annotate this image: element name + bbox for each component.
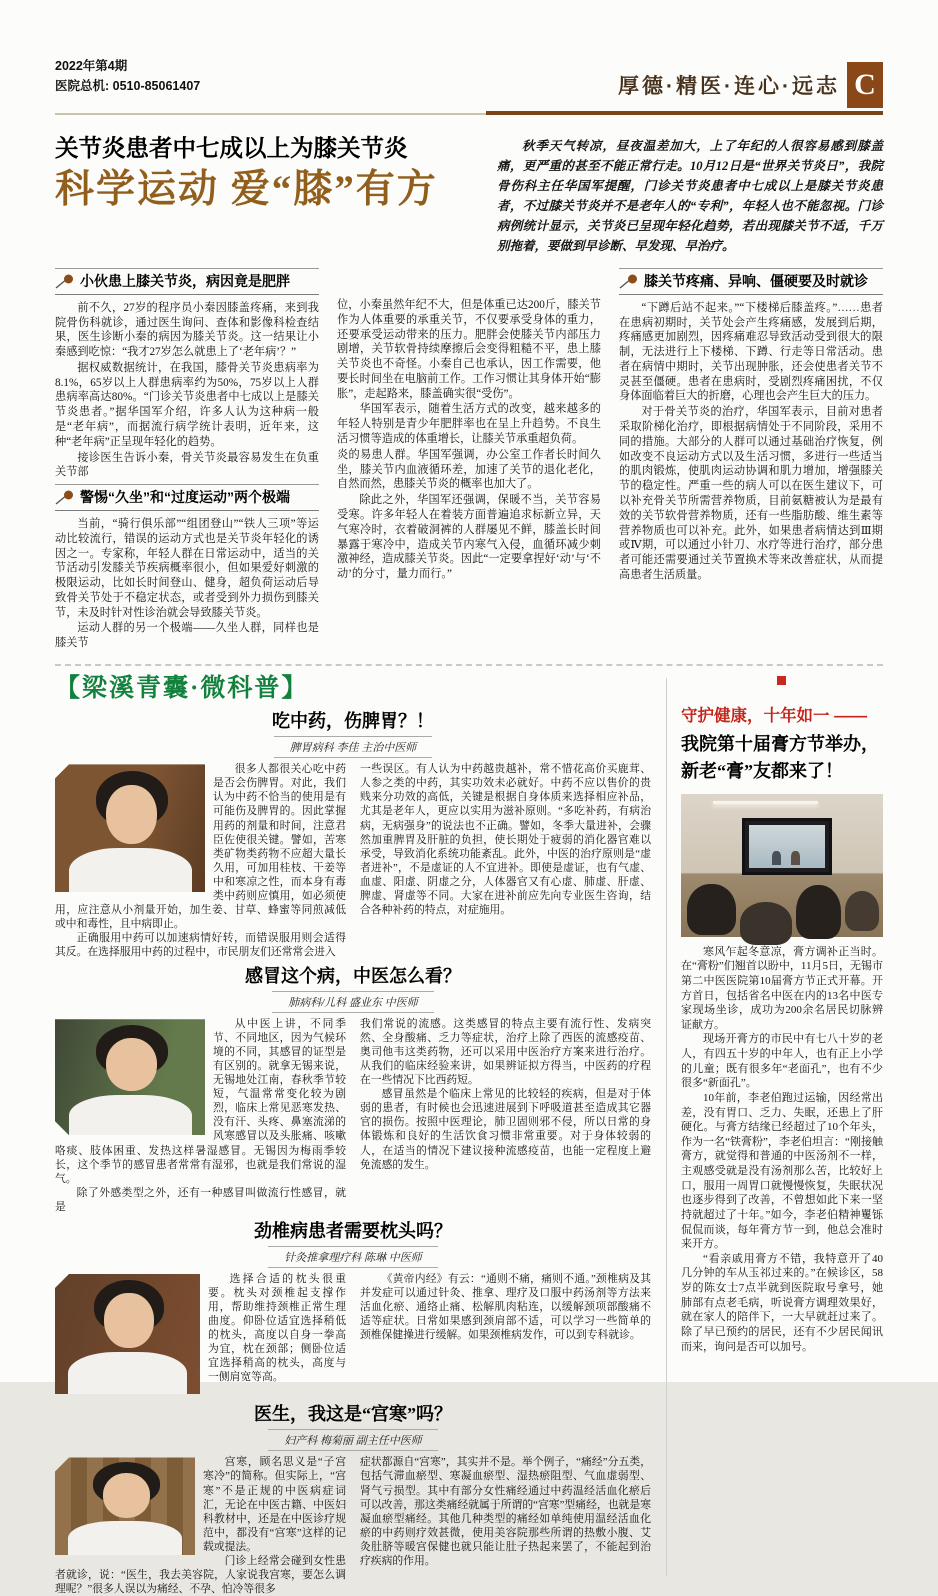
article-title: 感冒这个病，中医怎么看？	[245, 965, 461, 986]
rule-right	[486, 111, 883, 115]
article-column-right	[360, 1017, 651, 1213]
paragraph: “下蹲后站不起来。”“下楼梯后膝盖疼。”……患者在患病初期时，关节处会产生疼痛感，发展到后期，疼痛感更加剧烈，因疼痛难忍导致活动受到很大的限制，无法进行上下楼梯、下蹲、行走等日常活动。患者在病情中期时，关节出现肿胀，还会使患者关节不灵甚至僵硬。患者在患病时，受剧烈疼痛困扰，不仅身体面临着巨大的折磨，心理也会产生巨大的压力。	[619, 301, 883, 403]
kepu-article-3	[55, 1220, 651, 1397]
paragraph: 我们常说的流感。这类感冒的特点主要有流行性、发病突然、全身酸痛、乏力等症状，治疗上除了西医的流感疫苗、奥司他韦这类药物，还可以采用中医治疗方案来进行治疗。从我们的临床经验来讲，如果辨证拟方得当，中医药的疗程在一些情况下比西药短。	[360, 1018, 651, 1087]
section-letter-badge: C	[847, 62, 883, 108]
article-title: 吃中药，伤脾胃？！	[272, 711, 434, 731]
section-heading-text: 膝关节疼痛、异响、僵硬要及时就诊	[644, 273, 868, 289]
paragraph: 症状都源自“宫寒”，其实并不是。举个例子，“痛经”分五类，包括气滞血瘀型、寒凝血瘀型、湿热瘀阻型、气血虚弱型、肾气亏损型。其中有部分女性痛经通过中药温经活血化瘀后可以改善，那这类痛经就属于所谓的“宫寒”型痛经，也就是寒凝血瘀型痛经。其他几种类型的痛经如单纯使用温经活血化瘀的中药则疗效甚微，使用美容院那些所谓的热敷小腹、艾灸肚脐等暖宫保健也就只能让肚子热起来罢了，不能起到治疗疾病的作用。	[360, 1456, 651, 1567]
audience-silhouette	[687, 884, 735, 935]
vertical-separator	[666, 678, 667, 1576]
section-heading	[55, 268, 319, 295]
article-column-left	[55, 762, 346, 958]
doctor-photo-1	[55, 764, 205, 892]
issue-number: 2022年第4期	[55, 59, 128, 73]
kepu-article-2	[55, 965, 651, 1214]
paragraph: 感冒虽然是个临床上常见的比较轻的疾病，但是对于体弱的患者，有时候也会迅速进展到下呼吸道甚至造成其它器官的损伤。按照中医理论，肺卫固则邪不侵，所以日常的身体锻炼和良好的生活饮食习惯非常重要。对于身体较弱的人，在适当的情况下建议接种流感疫苗，也能一定程度上避免流感的发生。	[360, 1088, 651, 1171]
article-title: 劲椎病患者需要枕头吗？	[254, 1220, 452, 1241]
paragraph: 10年前，李老伯跑过运输，因经常出差，没有胃口、乏力、失眠，还患上了肝硬化。与膏方结缘已经超过了10个年头，作为一名“铁膏粉”，李老伯坦言：“刚接触膏方，就觉得和普通的中医汤剂不一样，主观感受就是没有汤剂那么苦，比较好上口，服用一周胃口就慢慢恢复，失眠状况也逐步得到了改善，不曾想如此下来一坚持就超过了十年。”如今，李老伯精神矍铄侃侃而谈，每年膏方节一到，他总会准时来开方。	[681, 1091, 883, 1251]
story-column-3	[619, 268, 883, 652]
paragraph: “看亲戚用膏方不错，我特意开了40几分钟的车从玉祁过来的。”在候诊区，58岁的陈女士7点半就到医院取号拿号，她肺部有点老毛病，听说膏方调理效果好，就在家人的陪伴下，一大早就赶过来了。除了早已预约的居民，还有不少居民闻讯而来，询问是否可以加号。	[681, 1252, 883, 1353]
audience-silhouette	[796, 885, 840, 939]
story-intro: 秋季天气转凉，昼夜温差加大，上了年纪的人很容易感到膝盖痛，更严重的甚至不能正常行走。10月12日是“世界关节炎日”，我院骨伤科主任华国军提醒，门诊关节炎患者中七成以上是膝关节炎患者，不过膝关节炎并不是老年人的“专利”，年轻人也不能忽视。门诊病例统计显示，关节炎已呈现年轻化趋势，若出现膝关节不适，千万别拖着，要做到早诊断、早发现、早治疗。	[497, 139, 883, 253]
paragraph: 选择合适的枕头很重要。枕头对颈椎起支撑作用，帮助维持颈椎正常生理曲度。仰卧位适宜选择稍低的枕头，高度以自身一拳高为宜，枕在颈部；侧卧位适宜选择稍高的枕头，高度与一侧肩宽等高。	[208, 1273, 346, 1384]
masthead	[55, 56, 883, 108]
paragraph: 对于骨关节炎的治疗，华国军表示，目前对患者采取阶梯化治疗，即根据病情处于不同阶段，采用不同的措施。大部分的人群可以通过基础治疗恢复，例如改变不良运动方式以及生活习惯，多进行一些适当的肌肉锻炼，使肌肉运动协调和肌力增加，增强膝关节的稳定性。严重一些的病人可以在医生建议下，可以补充骨关节所需营养物质，目前氨糖被认为是最有效的关节软骨营养物质，还有一些脂肪酸、维生素等营养物质也可以补充。此外，如果患者病情达到Ⅲ期或Ⅳ期，可以通过小针刀、水疗等进行治疗，部分患者可能还需要通过关节置换术等来改善症状，从而提高患者生活质量。	[619, 406, 883, 581]
motto-block	[618, 62, 883, 108]
paragraph: 从中医上讲，不同季节、不同地区，因为气候环境的不同，其感冒的证型是有区别的。就拿无锡来说，无锡地处江南，春秋季节较短，气温常常变化较为剧烈，临床上常见恶寒发热、没有汗、头疼、鼻塞流涕的风寒感冒以及头胀痛、咳嗽咯痰、肢体困重、发热这样暑湿感冒。无锡因为梅雨季较长，这个季节的感冒患者常常有湿邪，也就是我们常说的湿气。	[55, 1018, 346, 1185]
article-column-right	[360, 1455, 651, 1595]
pin-icon	[55, 490, 74, 505]
paragraph: 华国军表示，随着生活方式的改变，越来越多的年轻人特别是青少年肥胖率也在呈上升趋势。不良生活习惯等造成的体重增长，让膝关节承重超负荷。	[337, 403, 601, 446]
event-photo	[681, 794, 883, 937]
kepu-article-1	[55, 710, 651, 959]
section-heading-text: 小伙患上膝关节炎，病因竟是肥胖	[80, 273, 290, 289]
story-title: 科学运动 爱“膝”有方	[55, 168, 438, 212]
paragraph: 一些误区。有人认为中药越贵越补，常不惜花高价买鹿茸、人参之类的中药，其实功效未必就好。中药不应以售价的贵贱来分功效的高低，关键是根据自身体质来选择相应补品，尤其是老年人，更应以实用为滋补原则。“多吃补药，有病治病，无病强身”的说法也不正确。譬如，冬季大量进补，会骤然加重脾胃及肝脏的负担，使长期处于疲弱的消化器官难以承受，导致消化系统功能紊乱。此外，中医的治疗原则是“虚者进补”，不是虚证的人不宜进补。即使是虚证，也有气虚、血虚、阳虚、阴虚之分，人体器官又有心虚、肺虚、肝虚、脾虚、肾虚等不同。大家在进补前应先向专业医生咨询，结合各种补药的特点，对症施用。	[360, 763, 651, 916]
ceiling-light	[713, 801, 818, 804]
paragraph: 寒风乍起冬意凉，膏方调补正当时。在“膏粉”们翘首以盼中，11月5日，无锡市第二中医医院第10届膏方节正式开幕。开方首日，包括省名中医在内的13名中医专家现场坐诊，成功为200余名居民切脉辨证献方。	[681, 945, 883, 1031]
paragraph: 前不久，27岁的程序员小秦因膝盖疼痛，来到我院骨伤科就诊，通过医生询问、查体和影像科检查结果，医生诊断小秦的病因为膝关节炎。这一结果让小秦感到吃惊：“我才27岁怎么就患上了‘老年病’？”	[55, 301, 319, 359]
story-headline-block	[55, 134, 483, 256]
paragraph: 现场开膏方的市民中有七八十岁的老人，有四五十岁的中年人，也有正上小学的儿童；既有很多年“老面孔”，也有不少很多“新面孔”。	[681, 1033, 883, 1090]
masthead-motto: 厚德·精医·连心·远志	[618, 75, 840, 98]
red-square-ornament	[777, 676, 786, 685]
section-heading	[619, 268, 883, 295]
article-column-left	[55, 1017, 346, 1213]
section-heading	[55, 484, 319, 511]
audience-silhouette	[740, 902, 793, 945]
top-story	[55, 134, 883, 652]
paragraph: 很多人都很关心吃中药是否会伤脾胃。对此，我们认为中药不恰当的使用是有可能伤及脾胃的。因此掌握用药的剂量和时间，注意君臣佐使很关键。譬如，苦寒类矿物类药物不应超大量长久用，可加用桂枝、干姜等中和寒凉之性，而本身有毒类中药则应慎用，如必须使用，应注意从小剂量开始，加生姜、甘草、蜂蜜等同煎减低或中和毒性，且中病即止。	[55, 763, 346, 930]
masthead-rule	[55, 111, 883, 116]
article-column-left	[55, 1455, 346, 1595]
article-title: 医生，我这是“宫寒”吗？	[254, 1404, 452, 1425]
sidebar-title-black: 我院第十届膏方节举办，新老“膏”友都来了！	[681, 734, 879, 781]
paragraph: 门诊上经常会碰到女性患者就诊，说：“医生，我去美容院，人家说我宫寒，要怎么调理呢？”很多人误以为痛经、不孕、怕冷等很多	[55, 1554, 346, 1595]
doctor-photo-3	[55, 1274, 200, 1394]
paragraph: 《黄帝内经》有云：“通则不痛，痛则不通。”颈椎病及其并发症可以通过针灸、推拿、理疗及口服中药汤剂等方法来活血化瘀、通络止痛、松解肌肉粘连，以缓解颈项部酸痛不适等症状。日常如果感到颈肩部不适，可以学习一些简单的颈椎保健操进行缓解。如果颈椎病发作，可以到专科就诊。	[360, 1273, 651, 1342]
doctor-photo-2	[55, 1019, 205, 1135]
story-kicker: 关节炎患者中七成以上为膝关节炎	[55, 135, 408, 161]
section-heading-text: 警惕“久坐”和“过度运动”两个极端	[80, 489, 290, 506]
kepu-section	[55, 674, 651, 1596]
article-column-right	[360, 762, 651, 958]
article-column-left	[55, 1272, 346, 1397]
pin-icon	[55, 274, 74, 289]
paragraph: 位，小秦虽然年纪不大，但是体重已达200斤，膝关节作为人体重要的承重关节，不仅要承受身体的重力，还要承受运动带来的压力。肥胖会使膝关节内部压力剧增，关节软骨持续摩擦后会变得粗糙不平，患上膝关节炎也不奇怪。小秦自己也承认，因工作需要，他要长时间坐在电脑前工作。工作习惯让其身体开始“膨胀”，走起路来，膝盖确实很“受伤”。	[337, 299, 601, 400]
article-column-right	[360, 1272, 651, 1397]
kepu-article-4	[55, 1403, 651, 1596]
paragraph: 运动人群的另一个极端——久坐人群，同样也是膝关节	[55, 622, 319, 650]
article-byline: 脾胃病科 李佳 主治中医师	[55, 736, 651, 758]
sidebar-body	[681, 945, 883, 1355]
doctor-photo-4	[55, 1457, 195, 1555]
story-column-1	[55, 268, 319, 652]
article-byline: 妇产科 梅菊丽 副主任中医师	[55, 1429, 651, 1451]
hospital-phone: 医院总机: 0510-85061407	[55, 79, 201, 93]
audience-silhouette	[845, 891, 879, 931]
pin-icon	[619, 274, 638, 289]
paragraph: 炎的易患人群。华国军强调，办公室工作者长时间久坐，膝关节内血液循环差，加速了关节的退化老化，自然而然，患膝关节炎的概率也加大了。	[337, 448, 601, 491]
paragraph: 除了外感类型之外，还有一种感冒叫做流行性感冒，就是	[55, 1186, 346, 1213]
paragraph: 宫寒，顾名思义是“子宫寒冷”的简称。但实际上，“宫寒”不是正规的中医病症词汇，无论在中医古籍、中医妇科教材中，还是在中医诊疗规范中，都没有“宫寒”这样的记载或提法。	[203, 1456, 346, 1553]
article-byline: 肺病科/儿科 盛业东 中医师	[55, 991, 651, 1013]
tv-screen	[742, 818, 833, 875]
story-column-2	[337, 268, 601, 652]
paragraph: 正确服用中药可以加速病情好转，而错误服用则会适得其反。在选择服用中药的过程中，市民朋友们还常常会进入	[55, 931, 346, 958]
article-byline: 针灸推拿理疗科 陈琳 中医师	[55, 1246, 651, 1268]
sidebar-title-red: 守护健康，十年如一 ——	[681, 707, 868, 725]
paragraph: 据权威数据统计，在我国，膝骨关节炎患病率为8.1%，65岁以上人群患病率约为50%，75岁以上人群患病率高达80%。“门诊关节炎患者中七成以上是膝关节炎患者。”据华国军介绍，许多人认为这种病一般是“老年病”，而据流行病学统计表明，近年来，这种“老年病”正呈现年轻化的趋势。	[55, 361, 319, 448]
paragraph: 接诊医生告诉小秦，骨关节炎最容易发生在负重关节部	[55, 451, 319, 479]
dashed-divider	[55, 664, 883, 666]
rule-left	[55, 113, 486, 115]
sidebar-story	[681, 674, 883, 1596]
kepu-banner: 【梁溪青囊·微科普】	[55, 675, 309, 702]
paragraph: 当前，“骑行俱乐部”“组团登山”“铁人三项”等运动比较流行，错误的运动方式也是关节炎年轻化的诱因之一。专家称，年轻人群在日常运动中，适当的关节活动引发膝关节疾病概率很小，但如果爱好刺激的极限运动，比如长时间登山、健身，超负荷运动后导致骨关节处于不稳定状态，或者受到外力损伤到膝关节，未及时针对性诊治就会导致膝关节炎。	[55, 517, 319, 619]
paragraph: 除此之外，华国军还强调，保暖不当，关节容易受寒。许多年轻人在着装方面普遍追求标新立异，天气寒冷时，衣着破洞裤的人群屡见不鲜，膝盖长时间暴露于寒冷中，造成关节内寒气入侵，血循环减少刺激神经，造成膝关节炎。因此“一定要拿捏好‘动’与‘不动’的分寸，量力而行。”	[337, 494, 601, 581]
